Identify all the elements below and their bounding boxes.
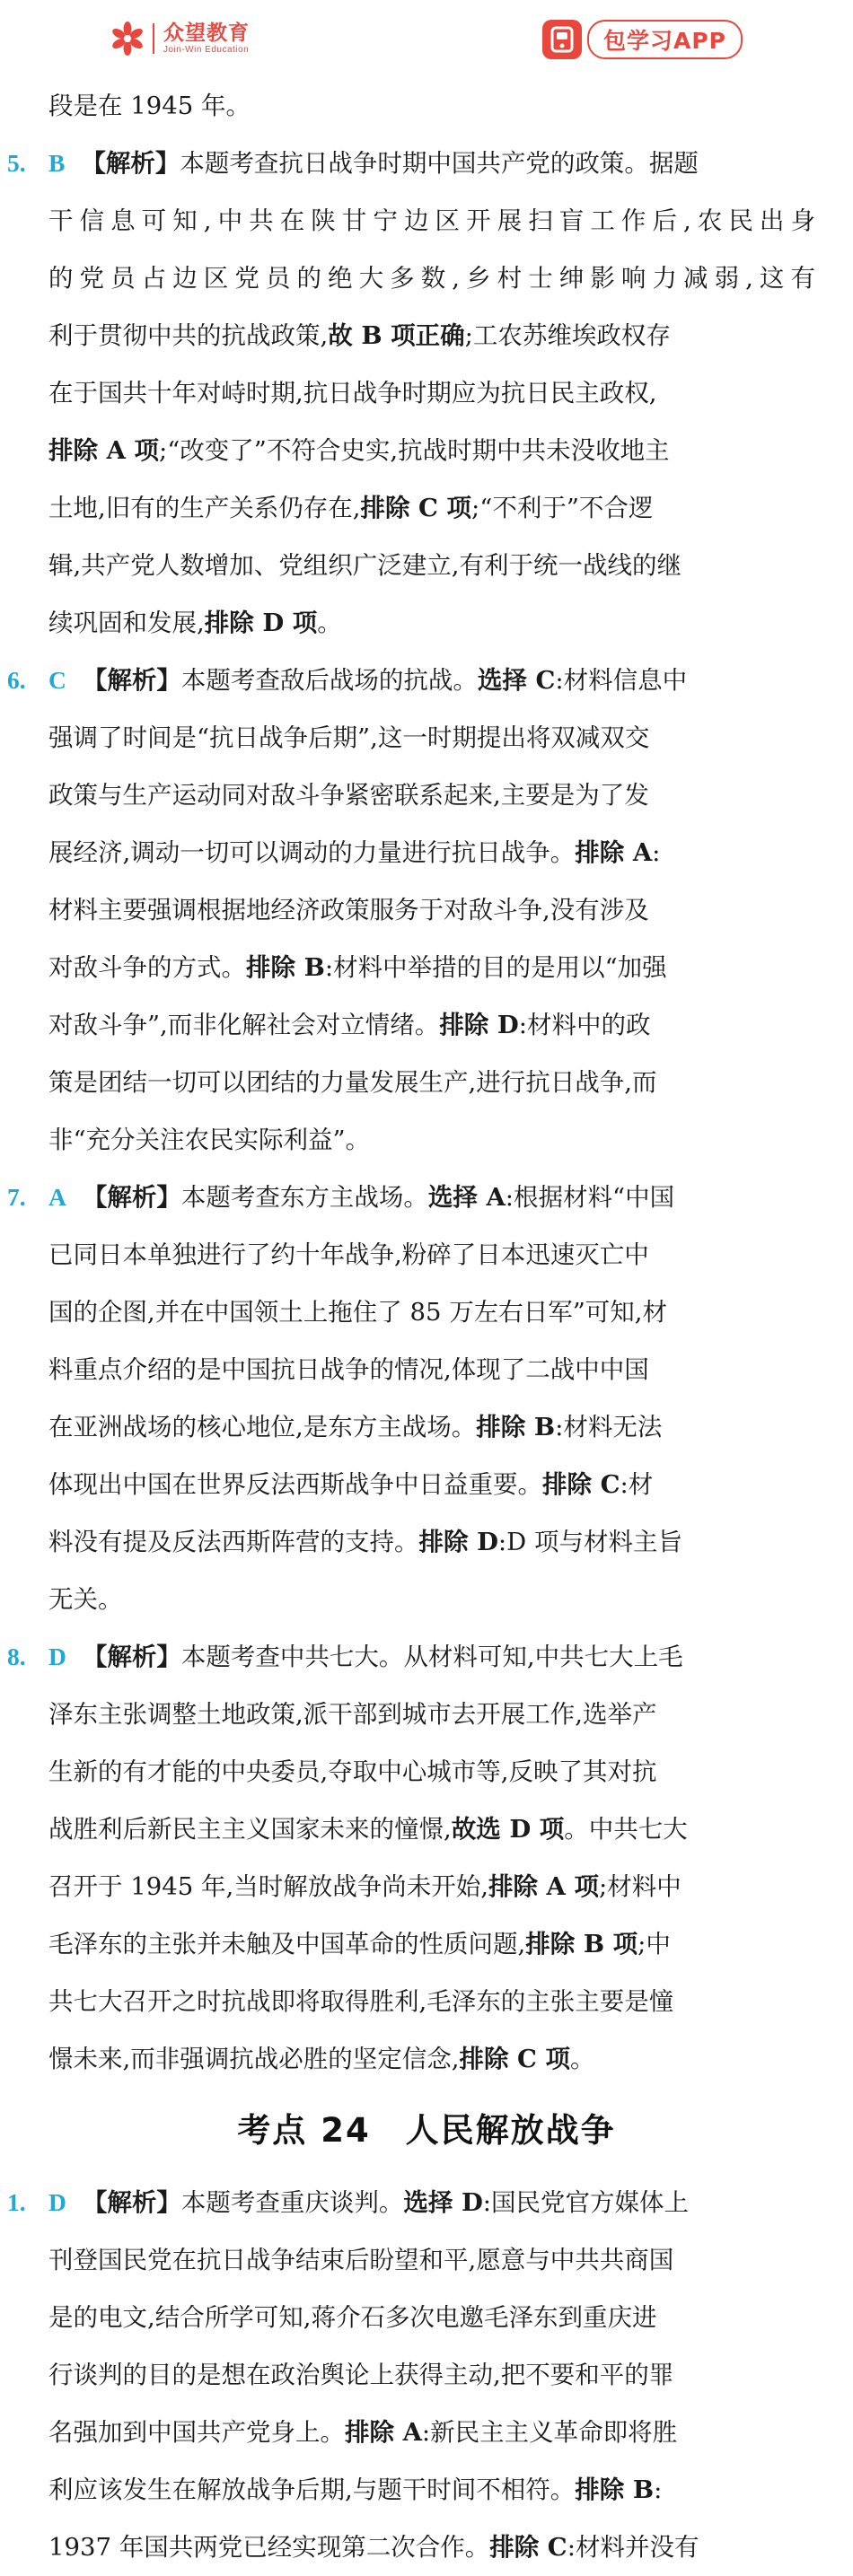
text-line: 6. C 【解析】本题考查敌后战场的抗战。选择 C:材料信息中 xyxy=(0,652,853,709)
conclusion: 排除 D xyxy=(418,1528,498,1556)
section-title: 考点 24 人民解放战争 xyxy=(237,2111,616,2150)
text-line: 召开于 1945 年,当时解放战争尚未开始,排除 A 项;材料中 xyxy=(48,1872,682,1901)
question-number: 5. xyxy=(7,149,26,177)
analysis-tag: 【解析】 xyxy=(82,2188,181,2217)
text-line: 7. A 【解析】本题考查东方主战场。选择 A:根据材料“中国 xyxy=(0,1169,853,1226)
conclusion: 排除 C 项 xyxy=(360,494,472,522)
text-line: 是的电文,结合所学可知,蒋介石多次电邀毛泽东到重庆进 xyxy=(48,2303,657,2332)
answer-letter: A xyxy=(48,1183,66,1211)
text-line: 无关。 xyxy=(48,1585,123,1614)
text-line: 对敌斗争的方式。排除 B:材料中举措的目的是用以“加强 xyxy=(48,953,667,982)
analysis-tag: 【解析】 xyxy=(81,149,180,178)
text-line: 泽东主张调整土地政策,派干部到城市去开展工作,选举产 xyxy=(48,1700,657,1729)
text-line: 政策与生产运动同对敌斗争紧密联系起来,主要是为了发 xyxy=(48,781,649,810)
conclusion: 排除 A xyxy=(575,838,653,867)
text-line: 强调了时间是“抗日战争后期”,这一时期提出将双减双交 xyxy=(48,723,650,752)
text-line: 行谈判的目的是想在政治舆论上获得主动,把不要和平的罪 xyxy=(48,2361,674,2389)
conclusion: 排除 A xyxy=(345,2418,422,2447)
brand-name-en: Join-Win Education xyxy=(163,45,250,55)
text-line: 战胜利后新民主主义国家未来的憧憬,故选 D 项。中共七大 xyxy=(48,1815,688,1844)
conclusion: 选择 A xyxy=(427,1183,506,1212)
brand-divider xyxy=(153,23,154,54)
app-name: 包学习APP xyxy=(587,20,743,59)
text-line: 对敌斗争”,而非化解社会对立情绪。排除 D:材料中的政 xyxy=(48,1011,651,1039)
question-number: 8. xyxy=(7,1643,26,1670)
text-line: 在亚洲战场的核心地位,是东方主战场。排除 B:材料无法 xyxy=(48,1413,663,1441)
text-line: 生新的有才能的中央委员,夺取中心城市等,反映了其对抗 xyxy=(48,1757,657,1786)
text-line: 材料主要强调根据地经济政策服务于对敌斗争,没有涉及 xyxy=(48,896,649,924)
answer-item-5 xyxy=(0,135,853,652)
answer-item-8 xyxy=(0,1628,853,2088)
conclusion: 排除 B xyxy=(476,1413,556,1441)
text-line: 国的企图,并在中国领土上拖住了 85 万左右日军”可知,材 xyxy=(48,1298,668,1327)
text-line: 体现出中国在世界反法西斯战争中日益重要。排除 C:材 xyxy=(48,1470,654,1499)
text-line: 排除 A 项;“改变了”不符合史实,抗战时期中共未没收地主 xyxy=(48,436,670,465)
conclusion: 排除 B 项 xyxy=(525,1930,638,1958)
text-line: 的党员占边区党员的绝大多数,乡村士绅影响力减弱,这有 xyxy=(48,264,815,293)
analysis-tag: 【解析】 xyxy=(82,1643,181,1671)
question-number: 7. xyxy=(7,1183,26,1211)
conclusion: 选择 D xyxy=(403,2188,483,2217)
text-line: 策是团结一切可以团结的力量发展生产,进行抗日战争,而 xyxy=(48,1068,657,1097)
answer-item-7 xyxy=(0,1169,853,1628)
conclusion: 排除 C 项 xyxy=(459,2045,571,2073)
text-line: 共七大召开之时抗战即将取得胜利,毛泽东的主张主要是憧 xyxy=(48,1987,674,2016)
analysis-tag: 【解析】 xyxy=(82,1183,181,1212)
text-line: 已同日本单独进行了约十年战争,粉碎了日本迅速灭亡中 xyxy=(48,1240,649,1269)
conclusion: 排除 B xyxy=(575,2475,655,2504)
text-line: 利应该发生在解放战争后期,与题干时间不相符。排除 B: xyxy=(48,2475,663,2504)
text-line: 料没有提及反法西斯阵营的支持。排除 D:D 项与材料主旨 xyxy=(48,1528,682,1556)
text-line: 段是在 1945 年。 xyxy=(48,92,251,120)
text-line: 辑,共产党人数增加、党组织广泛建立,有利于统一战线的继 xyxy=(48,551,682,580)
text-line: 8. D 【解析】本题考查中共七大。从材料可知,中共七大上毛 xyxy=(0,1628,853,1686)
text-line: 毛泽东的主张并未触及中国革命的性质问题,排除 B 项;中 xyxy=(48,1930,671,1958)
answer-letter: B xyxy=(48,149,66,177)
text-line: 1. D 【解析】本题考查重庆谈判。选择 D:国民党官方媒体上 xyxy=(0,2174,853,2231)
text-line: 憬未来,而非强调抗战必胜的坚定信念,排除 C 项。 xyxy=(48,2045,595,2073)
page-header xyxy=(0,0,853,75)
brand-name-cn: 众望教育 xyxy=(163,22,250,45)
conclusion: 故选 D 项 xyxy=(451,1815,565,1844)
answer-letter: D xyxy=(48,2188,66,2216)
text-line: 非“充分关注农民实际利益”。 xyxy=(48,1126,371,1154)
text-line: 土地,旧有的生产关系仍存在,排除 C 项;“不利于”不合逻 xyxy=(48,494,654,522)
conclusion: 排除 D xyxy=(439,1011,519,1039)
conclusion: 排除 A 项 xyxy=(48,436,159,465)
text-line: 1937 年国共两党已经实现第二次合作。排除 C:材料并没有 xyxy=(48,2533,699,2562)
text-line: 名强加到中国共产党身上。排除 A:新民主主义革命即将胜 xyxy=(48,2418,678,2447)
text-line: 料重点介绍的是中国抗日战争的情况,体现了二战中中国 xyxy=(48,1355,649,1384)
brand-names xyxy=(163,22,250,56)
question-number: 1. xyxy=(7,2188,26,2216)
answer-item-6 xyxy=(0,652,853,1169)
conclusion: 排除 C xyxy=(542,1470,620,1499)
text-line: 利于贯彻中共的抗战政策,故 B 项正确;工农苏维埃政权存 xyxy=(48,321,671,350)
conclusion: 排除 A 项 xyxy=(488,1872,599,1901)
app-logo-icon xyxy=(542,20,582,59)
text-line: 5. B 【解析】本题考查抗日战争时期中国共产党的政策。据题 xyxy=(0,135,853,192)
answer-item-s1 xyxy=(0,2174,853,2576)
conclusion: 故 B 项正确 xyxy=(328,321,465,350)
answer-letter: C xyxy=(48,666,66,694)
text-line: 干信息可知,中共在陕甘宁边区开展扫盲工作后,农民出身 xyxy=(48,206,815,235)
text-line: 在于国共十年对峙时期,抗日战争时期应为抗日民主政权, xyxy=(48,379,657,407)
brand-flower-icon xyxy=(110,21,145,57)
answer-letter: D xyxy=(48,1643,66,1670)
conclusion: 选择 C xyxy=(477,666,556,695)
text-line: 刊登国民党在抗日战争结束后盼望和平,愿意与中共共商国 xyxy=(48,2246,674,2274)
conclusion: 排除 D 项 xyxy=(204,609,318,637)
text-line: 续巩固和发展,排除 D 项。 xyxy=(48,609,342,637)
answer-content xyxy=(0,77,853,2576)
analysis-tag: 【解析】 xyxy=(82,666,181,695)
text-line: 展经济,调动一切可以调动的力量进行抗日战争。排除 A: xyxy=(48,838,661,867)
brand-logo xyxy=(110,18,250,59)
conclusion: 排除 C xyxy=(489,2533,567,2562)
conclusion: 排除 B xyxy=(246,953,325,982)
app-badge[interactable] xyxy=(542,20,743,59)
question-number: 6. xyxy=(7,666,26,694)
